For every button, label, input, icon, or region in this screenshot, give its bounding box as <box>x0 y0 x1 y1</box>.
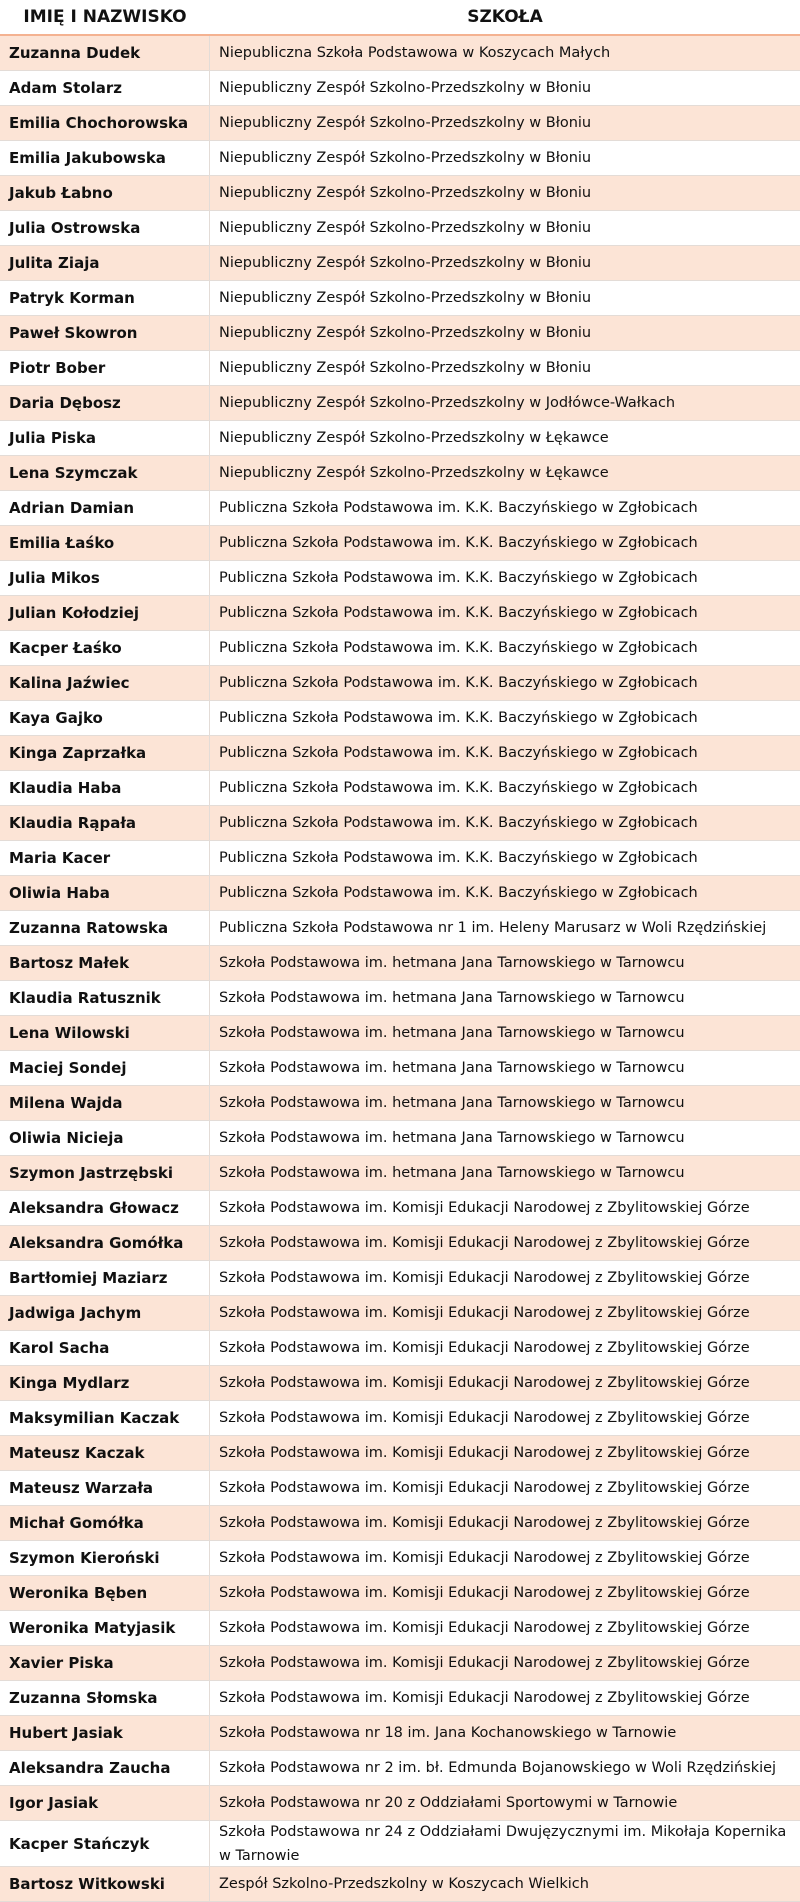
school-name-text: Publiczna Szkoła Podstawowa im. K.K. Baczyńskiego w Zgłobicach <box>219 605 698 621</box>
school-name-text: Szkoła Podstawowa nr 2 im. bł. Edmunda Bojanowskiego w Woli Rzędzińskiej <box>219 1760 777 1776</box>
table-row <box>0 701 800 736</box>
school-name-cell <box>210 1331 800 1365</box>
school-name-text: Niepubliczny Zespół Szkolno-Przedszkolny w Łękawce <box>219 465 609 481</box>
student-name-cell: Zuzanna Dudek <box>0 36 210 70</box>
student-name-cell: Daria Dębosz <box>0 386 210 420</box>
table-row <box>0 36 800 71</box>
school-name-cell <box>210 1191 800 1225</box>
table-row <box>0 1401 800 1436</box>
school-name-cell <box>210 561 800 595</box>
school-name-text: Szkoła Podstawowa im. Komisji Edukacji Narodowej z Zbylitowskiej Górze <box>219 1375 750 1391</box>
school-name-text: Niepubliczny Zespół Szkolno-Przedszkolny w Błoniu <box>219 360 592 376</box>
school-name-cell <box>210 1296 800 1330</box>
school-name-text: Szkoła Podstawowa im. Komisji Edukacji Narodowej z Zbylitowskiej Górze <box>219 1690 750 1706</box>
school-name-cell <box>210 1821 800 1866</box>
school-name-cell <box>210 1226 800 1260</box>
table-row <box>0 1226 800 1261</box>
school-name-cell <box>210 246 800 280</box>
school-name-cell <box>210 1086 800 1120</box>
school-name-text: Szkoła Podstawowa im. hetmana Jana Tarnowskiego w Tarnowcu <box>219 1165 685 1181</box>
table-row <box>0 176 800 211</box>
school-name-text: Niepubliczny Zespół Szkolno-Przedszkolny w Błoniu <box>219 150 592 166</box>
student-name-cell: Lena Szymczak <box>0 456 210 490</box>
table-row <box>0 211 800 246</box>
table-row <box>0 1541 800 1576</box>
school-name-text: Publiczna Szkoła Podstawowa im. K.K. Baczyńskiego w Zgłobicach <box>219 745 698 761</box>
school-name-text: Publiczna Szkoła Podstawowa im. K.K. Baczyńskiego w Zgłobicach <box>219 710 698 726</box>
student-name-cell: Aleksandra Zaucha <box>0 1751 210 1785</box>
student-name-cell: Paweł Skowron <box>0 316 210 350</box>
school-name-cell <box>210 806 800 840</box>
school-name-cell <box>210 1716 800 1750</box>
school-name-cell <box>210 1156 800 1190</box>
school-name-cell <box>210 1051 800 1085</box>
student-name-cell: Klaudia Haba <box>0 771 210 805</box>
table-row <box>0 806 800 841</box>
school-name-cell <box>210 981 800 1015</box>
school-name-cell <box>210 211 800 245</box>
school-name-cell <box>210 491 800 525</box>
school-name-text: Szkoła Podstawowa im. Komisji Edukacji Narodowej z Zbylitowskiej Górze <box>219 1305 750 1321</box>
school-name-cell <box>210 421 800 455</box>
student-name-cell: Emilia Jakubowska <box>0 141 210 175</box>
school-name-cell <box>210 631 800 665</box>
school-name-cell <box>210 736 800 770</box>
table-row <box>0 1867 800 1902</box>
student-name-cell: Patryk Korman <box>0 281 210 315</box>
school-name-text: Niepubliczny Zespół Szkolno-Przedszkolny w Łękawce <box>219 430 609 446</box>
school-name-cell <box>210 1261 800 1295</box>
student-name-cell: Aleksandra Głowacz <box>0 1191 210 1225</box>
school-name-text: Niepubliczny Zespół Szkolno-Przedszkolny w Jodłówce-Wałkach <box>219 395 676 411</box>
school-name-cell <box>210 701 800 735</box>
table-row <box>0 1121 800 1156</box>
table-row <box>0 1751 800 1786</box>
school-name-text: Szkoła Podstawowa im. Komisji Edukacji Narodowej z Zbylitowskiej Górze <box>219 1445 750 1461</box>
school-name-text: Niepubliczny Zespół Szkolno-Przedszkolny w Błoniu <box>219 115 592 131</box>
school-name-cell <box>210 911 800 945</box>
table-row <box>0 666 800 701</box>
student-name-cell: Kinga Mydlarz <box>0 1366 210 1400</box>
student-name-cell: Weronika Matyjasik <box>0 1611 210 1645</box>
school-name-text: Niepubliczny Zespół Szkolno-Przedszkolny w Błoniu <box>219 255 592 271</box>
student-name-cell: Julia Mikos <box>0 561 210 595</box>
student-name-cell: Piotr Bober <box>0 351 210 385</box>
school-name-text: Niepubliczny Zespół Szkolno-Przedszkolny w Błoniu <box>219 220 592 236</box>
school-name-text: Szkoła Podstawowa nr 20 z Oddziałami Sportowymi w Tarnowie <box>219 1795 678 1811</box>
school-name-cell <box>210 876 800 910</box>
school-name-text: Szkoła Podstawowa im. Komisji Edukacji Narodowej z Zbylitowskiej Górze <box>219 1620 750 1636</box>
table-row <box>0 771 800 806</box>
school-name-text: Szkoła Podstawowa im. hetmana Jana Tarnowskiego w Tarnowcu <box>219 1095 685 1111</box>
table-row <box>0 1366 800 1401</box>
school-name-text: Szkoła Podstawowa im. hetmana Jana Tarnowskiego w Tarnowcu <box>219 1060 685 1076</box>
student-name-cell: Maciej Sondej <box>0 1051 210 1085</box>
student-name-cell: Maria Kacer <box>0 841 210 875</box>
student-name-cell: Emilia Chochorowska <box>0 106 210 140</box>
student-name-cell: Xavier Piska <box>0 1646 210 1680</box>
table-row <box>0 281 800 316</box>
school-name-text: Szkoła Podstawowa im. Komisji Edukacji Narodowej z Zbylitowskiej Górze <box>219 1235 750 1251</box>
school-name-text: Publiczna Szkoła Podstawowa im. K.K. Baczyńskiego w Zgłobicach <box>219 780 698 796</box>
table-row <box>0 1576 800 1611</box>
column-header-school: SZKOŁA <box>467 7 543 27</box>
school-name-text: Niepubliczny Zespół Szkolno-Przedszkolny w Błoniu <box>219 80 592 96</box>
table-row <box>0 246 800 281</box>
school-name-cell <box>210 771 800 805</box>
table-row <box>0 1646 800 1681</box>
school-name-cell <box>210 1611 800 1645</box>
student-name-cell: Julia Ostrowska <box>0 211 210 245</box>
school-name-cell <box>210 1471 800 1505</box>
table-row <box>0 1471 800 1506</box>
school-name-cell <box>210 36 800 70</box>
student-name-cell: Kacper Łaśko <box>0 631 210 665</box>
school-name-cell <box>210 1121 800 1155</box>
student-name-cell: Michał Gomółka <box>0 1506 210 1540</box>
table-row <box>0 1296 800 1331</box>
school-name-cell <box>210 1576 800 1610</box>
student-name-cell: Hubert Jasiak <box>0 1716 210 1750</box>
school-name-cell <box>210 666 800 700</box>
school-name-text: Publiczna Szkoła Podstawowa im. K.K. Baczyńskiego w Zgłobicach <box>219 885 698 901</box>
table-row <box>0 316 800 351</box>
table-header <box>0 0 800 36</box>
school-name-text: Publiczna Szkoła Podstawowa im. K.K. Baczyńskiego w Zgłobicach <box>219 535 698 551</box>
table-row <box>0 631 800 666</box>
table-row <box>0 841 800 876</box>
school-name-cell <box>210 71 800 105</box>
student-name-cell: Adam Stolarz <box>0 71 210 105</box>
student-name-cell: Kaya Gajko <box>0 701 210 735</box>
table-row <box>0 1436 800 1471</box>
student-name-cell: Igor Jasiak <box>0 1786 210 1820</box>
student-name-cell: Jadwiga Jachym <box>0 1296 210 1330</box>
student-name-cell: Karol Sacha <box>0 1331 210 1365</box>
table-row <box>0 386 800 421</box>
table-row <box>0 1086 800 1121</box>
school-name-cell <box>210 1646 800 1680</box>
school-name-text: Niepubliczny Zespół Szkolno-Przedszkolny w Błoniu <box>219 325 592 341</box>
table-row <box>0 1331 800 1366</box>
school-name-cell <box>210 1436 800 1470</box>
student-name-cell: Szymon Kieroński <box>0 1541 210 1575</box>
school-name-text: Szkoła Podstawowa im. Komisji Edukacji Narodowej z Zbylitowskiej Górze <box>219 1340 750 1356</box>
table-row <box>0 1051 800 1086</box>
student-name-cell: Weronika Bęben <box>0 1576 210 1610</box>
school-name-text: Szkoła Podstawowa im. Komisji Edukacji Narodowej z Zbylitowskiej Górze <box>219 1550 750 1566</box>
table-row <box>0 981 800 1016</box>
school-name-cell <box>210 141 800 175</box>
school-name-cell <box>210 351 800 385</box>
school-name-text: Szkoła Podstawowa im. Komisji Edukacji Narodowej z Zbylitowskiej Górze <box>219 1410 750 1426</box>
table-row <box>0 71 800 106</box>
student-name-cell: Zuzanna Słomska <box>0 1681 210 1715</box>
school-name-cell <box>210 1751 800 1785</box>
school-name-text: Szkoła Podstawowa im. Komisji Edukacji Narodowej z Zbylitowskiej Górze <box>219 1655 750 1671</box>
school-name-cell <box>210 316 800 350</box>
school-name-cell <box>210 386 800 420</box>
student-name-cell: Mateusz Warzała <box>0 1471 210 1505</box>
school-name-text: Publiczna Szkoła Podstawowa im. K.K. Baczyńskiego w Zgłobicach <box>219 640 698 656</box>
student-name-cell: Milena Wajda <box>0 1086 210 1120</box>
school-name-text: Niepubliczny Zespół Szkolno-Przedszkolny w Błoniu <box>219 185 592 201</box>
table-row <box>0 1016 800 1051</box>
table-row <box>0 456 800 491</box>
student-name-cell: Lena Wilowski <box>0 1016 210 1050</box>
table-row <box>0 1681 800 1716</box>
school-name-text: Szkoła Podstawowa im. hetmana Jana Tarnowskiego w Tarnowcu <box>219 1025 685 1041</box>
table-row <box>0 911 800 946</box>
school-name-cell <box>210 1786 800 1820</box>
school-name-text: Publiczna Szkoła Podstawowa nr 1 im. Heleny Marusarz w Woli Rzędzińskiej <box>219 920 767 936</box>
student-name-cell: Klaudia Rąpała <box>0 806 210 840</box>
student-name-cell: Bartosz Małek <box>0 946 210 980</box>
student-name-cell: Aleksandra Gomółka <box>0 1226 210 1260</box>
table-row <box>0 561 800 596</box>
student-name-cell: Kalina Jaźwiec <box>0 666 210 700</box>
school-name-cell <box>210 1506 800 1540</box>
student-name-cell: Mateusz Kaczak <box>0 1436 210 1470</box>
student-name-cell: Zuzanna Ratowska <box>0 911 210 945</box>
school-name-cell <box>210 1867 800 1901</box>
school-name-text: Szkoła Podstawowa im. Komisji Edukacji Narodowej z Zbylitowskiej Górze <box>219 1585 750 1601</box>
school-name-text: Szkoła Podstawowa im. Komisji Edukacji Narodowej z Zbylitowskiej Górze <box>219 1270 750 1286</box>
school-name-cell <box>210 596 800 630</box>
school-name-cell <box>210 946 800 980</box>
student-name-cell: Julian Kołodziej <box>0 596 210 630</box>
table-row <box>0 596 800 631</box>
student-name-cell: Bartłomiej Maziarz <box>0 1261 210 1295</box>
table-row <box>0 1611 800 1646</box>
table-row <box>0 1191 800 1226</box>
table-row <box>0 1786 800 1821</box>
school-name-cell <box>210 1541 800 1575</box>
school-name-text: Szkoła Podstawowa nr 24 z Oddziałami Dwujęzycznymi im. Mikołaja Kopernika w Tarnowie <box>219 1823 787 1864</box>
school-name-text: Niepubliczny Zespół Szkolno-Przedszkolny w Błoniu <box>219 290 592 306</box>
school-name-text: Publiczna Szkoła Podstawowa im. K.K. Baczyńskiego w Zgłobicach <box>219 570 698 586</box>
school-name-cell <box>210 1016 800 1050</box>
school-name-text: Szkoła Podstawowa im. Komisji Edukacji Narodowej z Zbylitowskiej Górze <box>219 1200 750 1216</box>
student-name-cell: Adrian Damian <box>0 491 210 525</box>
student-name-cell: Julita Ziaja <box>0 246 210 280</box>
school-name-text: Szkoła Podstawowa im. hetmana Jana Tarnowskiego w Tarnowcu <box>219 955 685 971</box>
table-row <box>0 351 800 386</box>
school-name-cell <box>210 281 800 315</box>
table-row <box>0 1156 800 1191</box>
table-row <box>0 526 800 561</box>
student-name-cell: Kinga Zaprzałka <box>0 736 210 770</box>
table-row <box>0 141 800 176</box>
school-name-text: Szkoła Podstawowa im. hetmana Jana Tarnowskiego w Tarnowcu <box>219 1130 685 1146</box>
school-name-text: Publiczna Szkoła Podstawowa im. K.K. Baczyńskiego w Zgłobicach <box>219 815 698 831</box>
student-name-cell: Emilia Łaśko <box>0 526 210 560</box>
table-row <box>0 1261 800 1296</box>
column-header-name: IMIĘ I NAZWISKO <box>23 7 187 27</box>
student-name-cell: Szymon Jastrzębski <box>0 1156 210 1190</box>
table-row <box>0 1821 800 1867</box>
table-row <box>0 421 800 456</box>
school-name-cell <box>210 106 800 140</box>
student-name-cell: Maksymilian Kaczak <box>0 1401 210 1435</box>
school-name-text: Niepubliczna Szkoła Podstawowa w Koszycach Małych <box>219 45 611 61</box>
school-name-cell <box>210 1681 800 1715</box>
school-name-cell <box>210 176 800 210</box>
school-name-text: Zespół Szkolno-Przedszkolny w Koszycach Wielkich <box>219 1876 589 1892</box>
school-name-text: Szkoła Podstawowa nr 18 im. Jana Kochanowskiego w Tarnowie <box>219 1725 677 1741</box>
student-name-cell: Kacper Stańczyk <box>0 1821 210 1866</box>
student-name-cell: Oliwia Nicieja <box>0 1121 210 1155</box>
student-name-cell: Bartosz Witkowski <box>0 1867 210 1901</box>
school-name-text: Publiczna Szkoła Podstawowa im. K.K. Baczyńskiego w Zgłobicach <box>219 500 698 516</box>
table-row <box>0 876 800 911</box>
table-row <box>0 1506 800 1541</box>
student-name-cell: Jakub Łabno <box>0 176 210 210</box>
student-name-cell: Julia Piska <box>0 421 210 455</box>
school-name-text: Publiczna Szkoła Podstawowa im. K.K. Baczyńskiego w Zgłobicach <box>219 850 698 866</box>
table-row <box>0 946 800 981</box>
table-row <box>0 736 800 771</box>
school-name-cell <box>210 1366 800 1400</box>
student-name-cell: Oliwia Haba <box>0 876 210 910</box>
table-row <box>0 106 800 141</box>
school-name-cell <box>210 1401 800 1435</box>
school-name-cell <box>210 526 800 560</box>
school-name-text: Szkoła Podstawowa im. Komisji Edukacji Narodowej z Zbylitowskiej Górze <box>219 1480 750 1496</box>
school-name-text: Publiczna Szkoła Podstawowa im. K.K. Baczyńskiego w Zgłobicach <box>219 675 698 691</box>
school-name-text: Szkoła Podstawowa im. Komisji Edukacji Narodowej z Zbylitowskiej Górze <box>219 1515 750 1531</box>
school-name-cell <box>210 456 800 490</box>
school-name-text: Szkoła Podstawowa im. hetmana Jana Tarnowskiego w Tarnowcu <box>219 990 685 1006</box>
student-name-cell: Klaudia Ratusznik <box>0 981 210 1015</box>
table-row <box>0 1716 800 1751</box>
school-name-cell <box>210 841 800 875</box>
table-row <box>0 491 800 526</box>
